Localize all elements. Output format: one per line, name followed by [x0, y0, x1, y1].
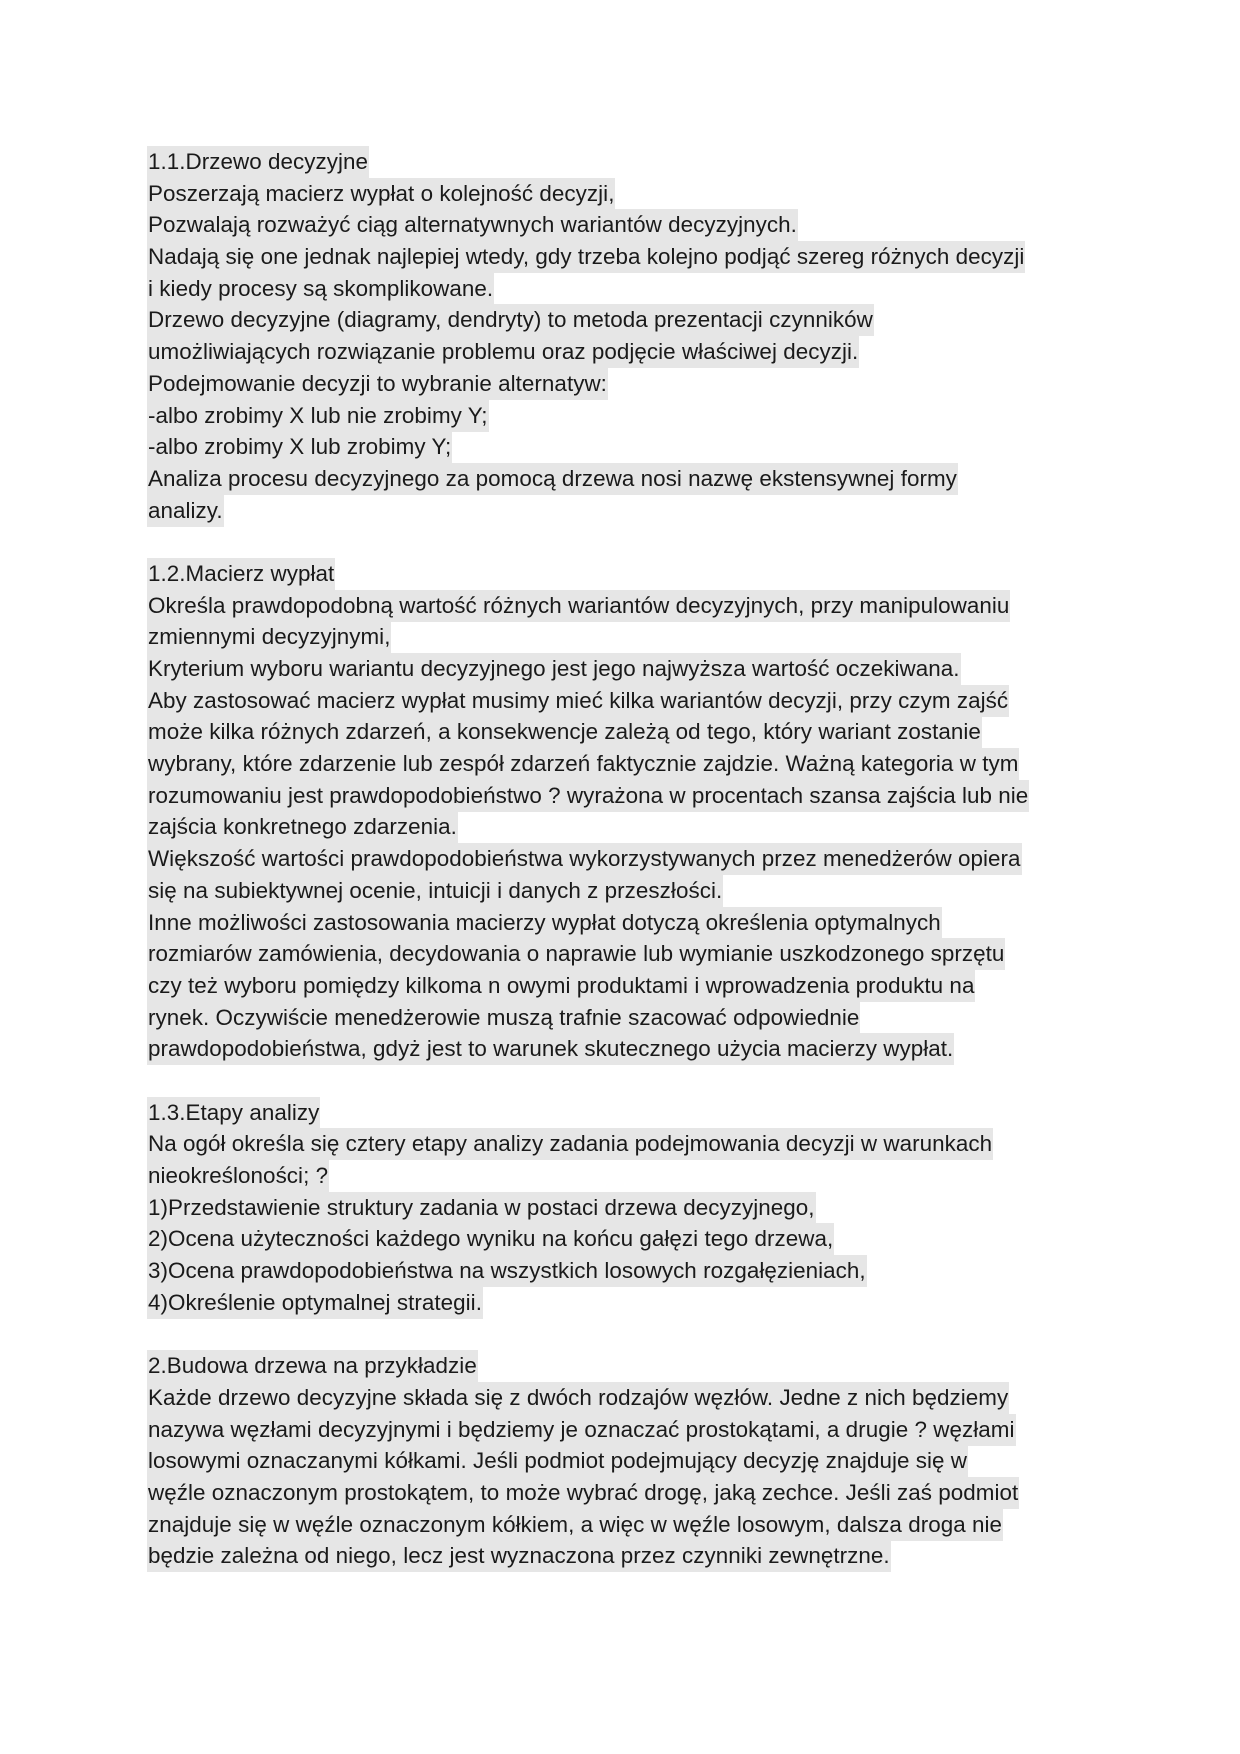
blank-line — [147, 1065, 1087, 1097]
section-etapy-analizy — [147, 1097, 1087, 1319]
paragraph-line: zajścia konkretnego zdarzenia. — [147, 811, 1087, 843]
paragraph-line: prawdopodobieństwa, gdyż jest to warunek skutecznego użycia macierzy wypłat. — [147, 1033, 1087, 1065]
paragraph-line: Każde drzewo decyzyjne składa się z dwóch rodzajów węzłów. Jedne z nich będziemy — [147, 1382, 1087, 1414]
list-item: 2)Ocena użyteczności każdego wyniku na końcu gałęzi tego drzewa, — [147, 1223, 1087, 1255]
paragraph-line: rozmiarów zamówienia, decydowania o naprawie lub wymianie uszkodzonego sprzętu — [147, 938, 1087, 970]
list-item: 4)Określenie optymalnej strategii. — [147, 1287, 1087, 1319]
paragraph-line: Analiza procesu decyzyjnego za pomocą drzewa nosi nazwę ekstensywnej formy — [147, 463, 1087, 495]
paragraph-line: nieokreśloności; ? — [147, 1160, 1087, 1192]
paragraph-line: analizy. — [147, 495, 1087, 527]
section-heading: 1.1.Drzewo decyzyjne — [147, 146, 1087, 178]
paragraph-line: Poszerzają macierz wypłat o kolejność decyzji, — [147, 178, 1087, 210]
section-heading: 1.3.Etapy analizy — [147, 1097, 1087, 1129]
paragraph-line: Kryterium wyboru wariantu decyzyjnego jest jego najwyższa wartość oczekiwana. — [147, 653, 1087, 685]
paragraph-line: Podejmowanie decyzji to wybranie alternatyw: — [147, 368, 1087, 400]
paragraph-line: Na ogół określa się cztery etapy analizy zadania podejmowania decyzji w warunkach — [147, 1128, 1087, 1160]
paragraph-line: -albo zrobimy X lub zrobimy Y; — [147, 431, 1087, 463]
paragraph-line: węźle oznaczonym prostokątem, to może wybrać drogę, jaką zechce. Jeśli zaś podmiot — [147, 1477, 1087, 1509]
paragraph-line: wybrany, które zdarzenie lub zespół zdarzeń faktycznie zajdzie. Ważną kategoria w tym — [147, 748, 1087, 780]
paragraph-line: umożliwiających rozwiązanie problemu oraz podjęcie właściwej decyzji. — [147, 336, 1087, 368]
paragraph-line: znajduje się w węźle oznaczonym kółkiem, a więc w węźle losowym, dalsza droga nie — [147, 1509, 1087, 1541]
paragraph-line: rynek. Oczywiście menedżerowie muszą trafnie szacować odpowiednie — [147, 1002, 1087, 1034]
paragraph-line: Inne możliwości zastosowania macierzy wypłat dotyczą określenia optymalnych — [147, 907, 1087, 939]
paragraph-line: nazywa węzłami decyzyjnymi i będziemy je oznaczać prostokątami, a drugie ? węzłami — [147, 1414, 1087, 1446]
paragraph-line: losowymi oznaczanymi kółkami. Jeśli podmiot podejmujący decyzję znajduje się w — [147, 1445, 1087, 1477]
section-macierz-wyplat — [147, 558, 1087, 1065]
paragraph-line: będzie zależna od niego, lecz jest wyznaczona przez czynniki zewnętrzne. — [147, 1540, 1087, 1572]
document-body — [147, 146, 1087, 1572]
paragraph-line: -albo zrobimy X lub nie zrobimy Y; — [147, 400, 1087, 432]
paragraph-line: czy też wyboru pomiędzy kilkoma n owymi produktami i wprowadzenia produktu na — [147, 970, 1087, 1002]
paragraph-line: się na subiektywnej ocenie, intuicji i danych z przeszłości. — [147, 875, 1087, 907]
paragraph-line: rozumowaniu jest prawdopodobieństwo ? wyrażona w procentach szansa zajścia lub nie — [147, 780, 1087, 812]
paragraph-line: Większość wartości prawdopodobieństwa wykorzystywanych przez menedżerów opiera — [147, 843, 1087, 875]
paragraph-line: Pozwalają rozważyć ciąg alternatywnych wariantów decyzyjnych. — [147, 209, 1087, 241]
paragraph-line: może kilka różnych zdarzeń, a konsekwencje zależą od tego, który wariant zostanie — [147, 716, 1087, 748]
paragraph-line: Aby zastosować macierz wypłat musimy mieć kilka wariantów decyzji, przy czym zajść — [147, 685, 1087, 717]
list-item: 3)Ocena prawdopodobieństwa na wszystkich losowych rozgałęzieniach, — [147, 1255, 1087, 1287]
section-heading: 1.2.Macierz wypłat — [147, 558, 1087, 590]
blank-line — [147, 1318, 1087, 1350]
paragraph-line: Nadają się one jednak najlepiej wtedy, gdy trzeba kolejno podjąć szereg różnych decyzji — [147, 241, 1087, 273]
paragraph-line: Drzewo decyzyjne (diagramy, dendryty) to metoda prezentacji czynników — [147, 304, 1087, 336]
section-drzewo-decyzyjne — [147, 146, 1087, 526]
list-item: 1)Przedstawienie struktury zadania w postaci drzewa decyzyjnego, — [147, 1192, 1087, 1224]
section-budowa-drzewa — [147, 1350, 1087, 1572]
section-heading: 2.Budowa drzewa na przykładzie — [147, 1350, 1087, 1382]
blank-line — [147, 526, 1087, 558]
paragraph-line: zmiennymi decyzyjnymi, — [147, 621, 1087, 653]
paragraph-line: i kiedy procesy są skomplikowane. — [147, 273, 1087, 305]
paragraph-line: Określa prawdopodobną wartość różnych wariantów decyzyjnych, przy manipulowaniu — [147, 590, 1087, 622]
